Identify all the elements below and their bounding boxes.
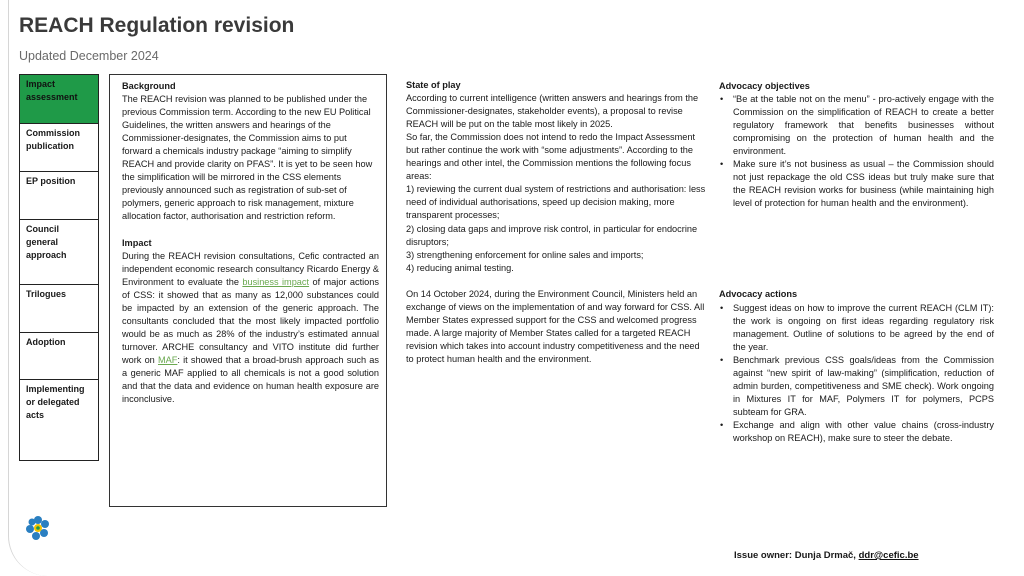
focus-area-4: 4) reducing animal testing. xyxy=(406,262,514,273)
impact-text xyxy=(122,250,379,407)
action-item: • Benchmark previous CSS goals/ideas from the Commission against “new spirit of law-making” (simplification, reduction of admin burden, competitiveness and SME check). Work ongoing in Mixtures IT for MAF, Polymers IT for polymers, PCPS subteam for GRA. xyxy=(719,354,994,419)
actions-list xyxy=(719,302,994,446)
state-paragraph-1: According to current intelligence (written answers and hearings from the Commissioner-designates, stakeholder events), a proposal to revise REACH will be put on the table most likely in 2025. xyxy=(406,93,699,130)
stage-council-general-approach: Council general approach xyxy=(19,219,99,284)
stage-implementing-acts: Implementing or delegated acts xyxy=(19,379,99,461)
stage-ep-position: EP position xyxy=(19,171,99,219)
impact-text-part1: During the REACH revision consultations, Cefic contracted an independent economic research consultancy Ricardo Energy & Environment to evaluate the xyxy=(122,250,379,287)
impact-text-part2: of major actions of CSS: it showed that as many as 12,000 substances could be impacted by an extension of the generic approach. The consultants concluded that the most likely impacted portfolio would be as much as 28% of the industry’s estimated annual turnover. ARCHE consultancy and VITO institute did further work on xyxy=(122,276,379,365)
background-heading: Background xyxy=(122,81,176,91)
state-heading: State of play xyxy=(406,80,461,90)
objectives-heading: Advocacy objectives xyxy=(719,81,810,91)
objective-item: • “Be at the table not on the menu” - pro-actively engage with the Commission on the simplification of REACH to create a better regulatory framework that benefits businesses without compromising on the protection of human health and the environment. xyxy=(719,93,994,158)
impact-heading: Impact xyxy=(122,237,152,248)
actions-heading: Advocacy actions xyxy=(719,289,798,300)
stage-impact-assessment: Impact assessment xyxy=(19,74,99,123)
cefic-logo-icon xyxy=(24,514,52,542)
background-impact-box xyxy=(109,74,387,507)
state-of-play-column xyxy=(406,79,706,366)
objectives-list xyxy=(719,93,994,210)
impact-text-part3: : it showed that a broad-brush approach such as a generic MAF applied to all chemicals is not a good solution and that the data and evidence on human health exposure are inconclusive. xyxy=(122,354,379,405)
focus-area-3: 3) strengthening enforcement for online sales and imports; xyxy=(406,249,644,260)
owner-email-link[interactable]: ddr@cefic.be xyxy=(858,550,919,561)
stage-timeline xyxy=(19,74,99,461)
page-title: REACH Regulation revision xyxy=(19,14,295,37)
stage-adoption: Adoption xyxy=(19,332,99,379)
action-item: • Exchange and align with other value chains (cross-industry workshop on REACH), make sure to steer the debate. xyxy=(719,419,994,445)
state-paragraph-2: So far, the Commission does not intend to redo the Impact Assessment but rather continue the work with “some adjustments”. According to the hearings and other intel, the Commission mentions the following focus areas: xyxy=(406,132,696,182)
stage-commission-publication: Commission publication xyxy=(19,123,99,171)
business-impact-link[interactable]: business impact xyxy=(242,276,310,287)
stage-trilogues: Trilogues xyxy=(19,284,99,332)
action-item: • Suggest ideas on how to improve the current REACH (CLM IT): the work is ongoing on first ideas regarding regulatory risk management. Outline of solutions to be agreed by the end of the year. xyxy=(719,302,994,354)
state-paragraph-3: On 14 October 2024, during the Environment Council, Ministers held an exchange of views on the implementation of and way forward for CSS. All Member States expressed support for the CSS and welcomed progress made. A large majority of Member States called for a targeted REACH revision which takes into account industry competitiveness and the need to protect human health and the environment. xyxy=(406,288,705,364)
maf-link[interactable]: MAF xyxy=(157,354,178,365)
focus-area-2: 2) closing data gaps and improve risk control, in particular for endocrine disruptors; xyxy=(406,223,698,247)
issue-owner-label: Issue owner: Dunja Drmač, xyxy=(734,550,859,561)
advocacy-column xyxy=(719,80,994,445)
page-subtitle: Updated December 2024 xyxy=(19,49,159,63)
issue-owner xyxy=(734,550,919,561)
focus-area-1: 1) reviewing the current dual system of restrictions and authorisation: less need of individual authorisations, speed up decision making, more transparent processes; xyxy=(406,184,706,221)
background-text: The REACH revision was planned to be published under the previous Commission term. According to the new EU Political Guidelines, the written answers and hearings of the Commissioner-designates, the Commission aims to put forward a chemicals industry package “aiming to simplify REACH and provide clarity on PFAS”. It is yet to be seen how the simplification will be mirrored in the CSS elements previously announced such as registration of sub-set of polymers, generic approach to risk management, mixture allocation factor, authorisation and restriction reform. xyxy=(122,94,373,222)
objective-item: • Make sure it’s not business as usual – the Commission should not just repackage the old CSS ideas but truly make sure that the REACH revision works for business (while maintaining high level of protection for human health and the environment). xyxy=(719,158,994,210)
